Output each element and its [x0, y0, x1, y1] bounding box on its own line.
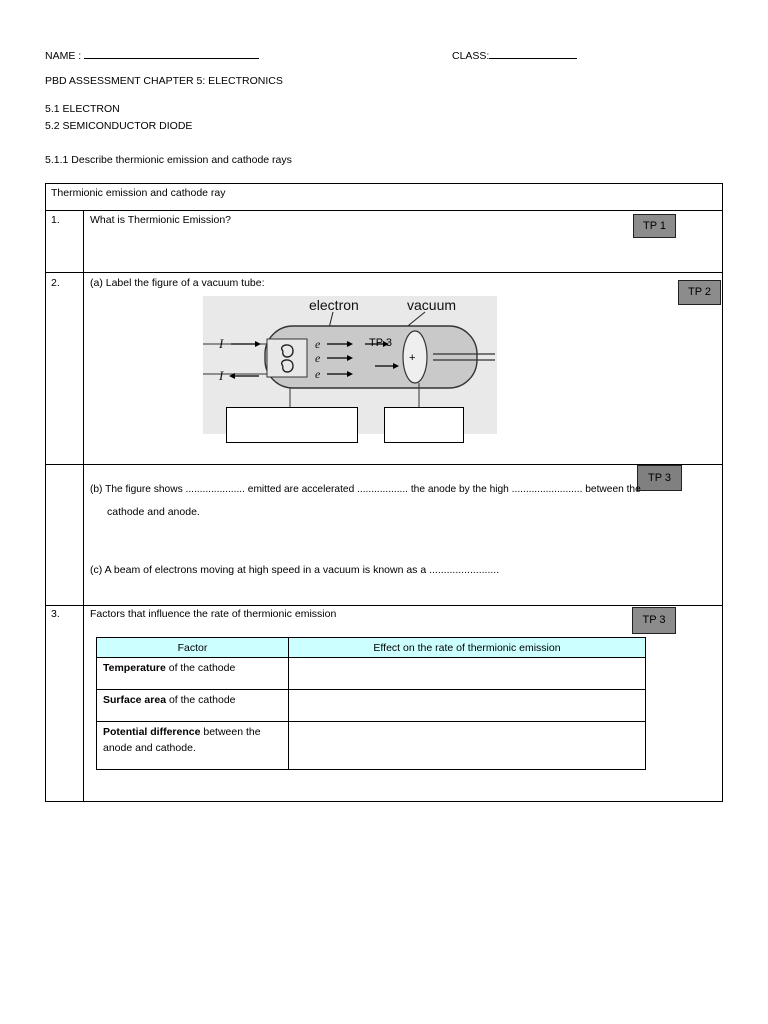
tp-badge-q1: TP 1 — [633, 214, 676, 238]
label-current-top: I — [219, 336, 224, 351]
label-vacuum: vacuum — [407, 297, 457, 313]
q3-text: Factors that influence the rate of thermionic emission — [90, 608, 337, 620]
label-tp-inside: TP 3 — [369, 337, 393, 349]
q2b-line2: cathode and anode. — [107, 506, 200, 518]
tp-badge-q2a: TP 2 — [678, 280, 721, 305]
col-factor: Factor — [97, 638, 289, 658]
effect-answer-cell[interactable] — [289, 722, 646, 770]
q2b-line1: (b) The figure shows ..................... emitted are accelerated .................. the anode by the high ......................... between the — [90, 484, 641, 495]
class-field — [452, 48, 577, 62]
q2c-text: (c) A beam of electrons moving at high speed in a vacuum is known as a ........................ — [90, 564, 500, 576]
name-label: NAME : — [45, 50, 82, 62]
learning-objective: 5.1.1 Describe thermionic emission and cathode rays — [45, 154, 292, 166]
tp-badge-q3: TP 3 — [632, 607, 676, 634]
effect-answer-cell[interactable] — [289, 690, 646, 722]
factors-table — [96, 637, 646, 770]
topic-1: 5.1 ELECTRON — [45, 103, 120, 115]
factor-cell: Potential difference between the anode and cathode. — [97, 722, 289, 770]
col-effect: Effect on the rate of thermionic emission — [289, 638, 646, 658]
q3-number: 3. — [51, 608, 60, 620]
label-e-1: e — [315, 337, 321, 351]
q2a-text: (a) Label the figure of a vacuum tube: — [90, 277, 265, 289]
factors-header-row — [97, 638, 646, 658]
table-row — [97, 690, 646, 722]
doc-title: PBD ASSESSMENT CHAPTER 5: ELECTRONICS — [45, 75, 283, 87]
label-plus: + — [409, 352, 416, 364]
answer-box-right[interactable] — [384, 407, 464, 443]
q1-text: What is Thermionic Emission? — [90, 214, 232, 226]
class-blank[interactable] — [489, 48, 577, 59]
table-row — [97, 658, 646, 690]
tp-badge-q2b: TP 3 — [637, 465, 682, 491]
table-heading: Thermionic emission and cathode ray — [51, 187, 226, 199]
name-blank[interactable] — [84, 48, 259, 59]
topic-2: 5.2 SEMICONDUCTOR DIODE — [45, 120, 193, 132]
table-row — [97, 722, 646, 770]
factor-cell: Temperature of the cathode — [97, 658, 289, 690]
q1-number: 1. — [51, 214, 60, 226]
class-label: CLASS: — [452, 50, 490, 62]
answer-box-left[interactable] — [226, 407, 358, 443]
label-current-bottom: I — [219, 368, 224, 383]
effect-answer-cell[interactable] — [289, 658, 646, 690]
factor-cell: Surface area of the cathode — [97, 690, 289, 722]
q2-number: 2. — [51, 277, 60, 289]
label-e-2: e — [315, 351, 321, 365]
name-field — [45, 48, 259, 62]
label-electron: electron — [309, 297, 359, 313]
label-e-3: e — [315, 367, 321, 381]
